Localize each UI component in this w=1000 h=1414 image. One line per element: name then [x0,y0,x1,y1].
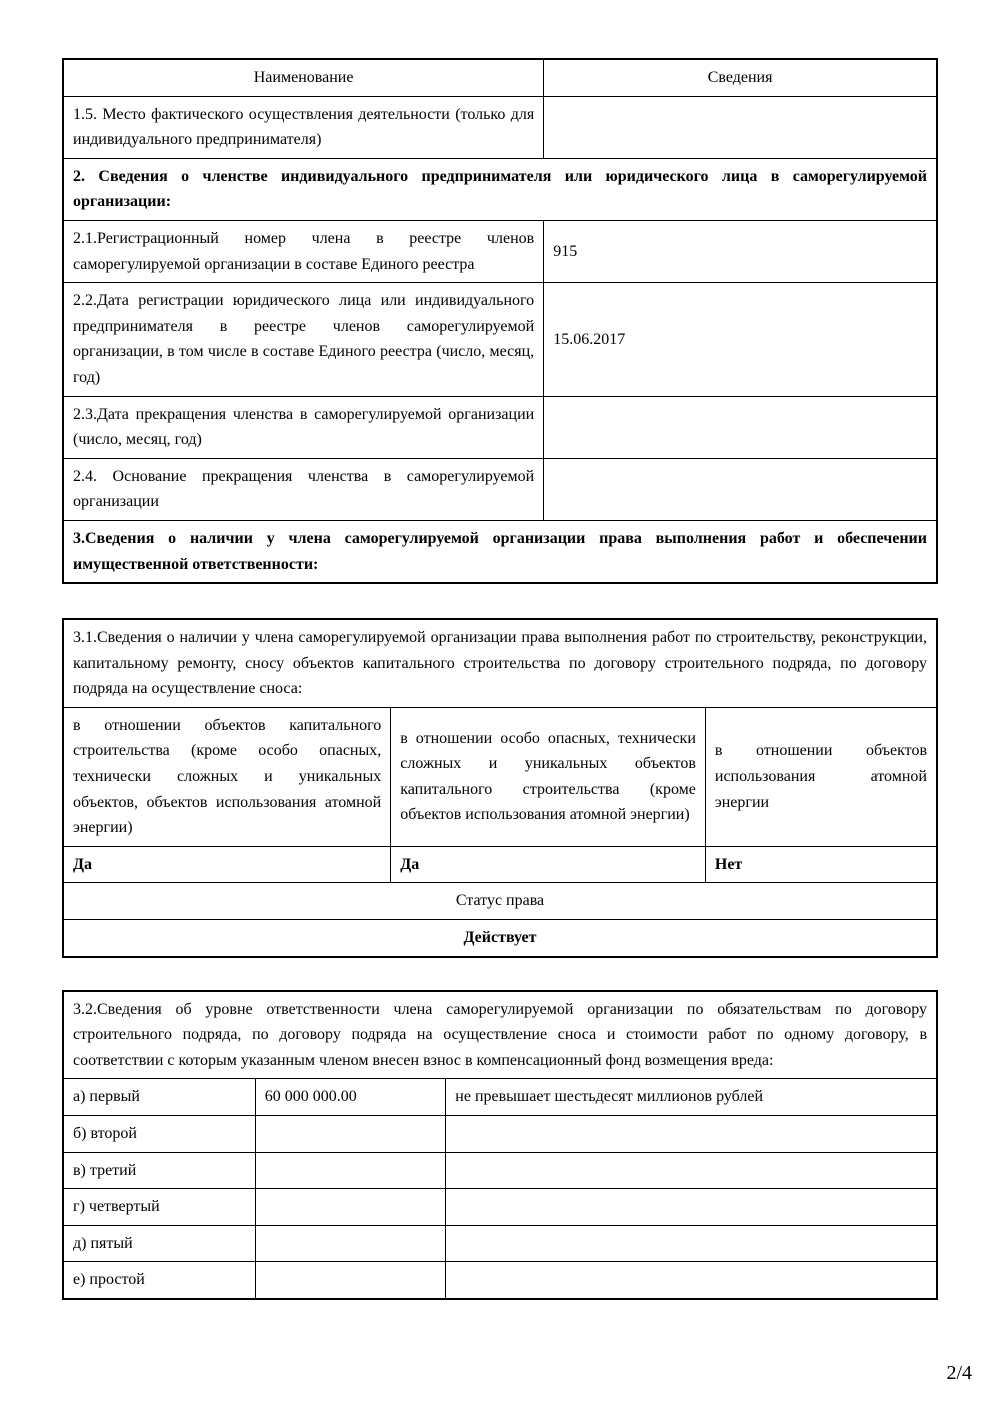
level-row [63,1225,937,1262]
section-3-title-row [63,520,937,583]
work-rights-value-general: Да [63,846,391,883]
row-2-1 [63,220,937,282]
level-amount [255,1262,446,1299]
column-header-info: Сведения [544,59,937,96]
row-2-2-label: 2.2.Дата регистрации юридического лица или индивидуального предпринимателя в реестре членов саморегулируемой организации, в том числе в составе Единого реестра (число, месяц, год) [63,283,544,396]
level-description [446,1262,937,1299]
section-3-title: 3.Сведения о наличии у члена саморегулируемой организации права выполнения работ и обеспечении имущественной ответственности: [63,520,937,583]
level-row [63,1079,937,1116]
row-1-5-label: 1.5. Место фактического осуществления деятельности (только для индивидуального предпринимателя) [63,96,544,158]
level-name: а) первый [63,1079,255,1116]
block-3-2-title-row [63,991,937,1079]
status-value: Действует [63,920,937,957]
level-description [446,1189,937,1226]
registry-info-table [62,58,938,584]
responsibility-levels-table [62,990,938,1300]
level-name: б) второй [63,1116,255,1153]
block-3-1-title: 3.1.Сведения о наличии у члена саморегулируемой организации права выполнения работ по строительству, реконструкции, капитальному ремонту, сносу объектов капитального строительства по договору строительного подряда, по договору подряда на осуществление сноса: [63,619,937,707]
section-2-title: 2. Сведения о членстве индивидуального предпринимателя или юридического лица в саморегулируемой организации: [63,158,937,220]
row-2-3 [63,396,937,458]
row-2-3-label: 2.3.Дата прекращения членства в саморегулируемой организации (число, месяц, год) [63,396,544,458]
section-2-title-row [63,158,937,220]
status-label: Статус права [63,883,937,920]
page-number: 2/4 [946,1362,972,1384]
work-rights-header-row [63,707,937,846]
level-amount: 60 000 000.00 [255,1079,446,1116]
level-description [446,1152,937,1189]
work-rights-col-general: в отношении объектов капитального строительства (кроме особо опасных, технически сложных и уникальных объектов, объектов использования атомной энергии) [63,707,391,846]
block-3-1-title-row [63,619,937,707]
level-amount [255,1152,446,1189]
level-name: г) четвертый [63,1189,255,1226]
level-row [63,1152,937,1189]
work-rights-value-nuclear: Нет [705,846,937,883]
row-2-1-label: 2.1.Регистрационный номер члена в реестре членов саморегулируемой организации в составе Единого реестра [63,220,544,282]
work-rights-values-row [63,846,937,883]
level-amount [255,1189,446,1226]
spacer [62,958,938,990]
spacer [62,584,938,618]
level-amount [255,1225,446,1262]
level-row [63,1189,937,1226]
level-amount [255,1116,446,1153]
row-2-3-value [544,396,937,458]
level-name: в) третий [63,1152,255,1189]
level-description [446,1225,937,1262]
column-header-name: Наименование [63,59,544,96]
table-header-row [63,59,937,96]
work-rights-value-hazardous: Да [391,846,706,883]
status-label-row [63,883,937,920]
row-2-2 [63,283,937,396]
row-1-5-value [544,96,937,158]
work-rights-col-nuclear: в отношении объектов использования атомной энергии [705,707,937,846]
level-row [63,1262,937,1299]
block-3-2-title: 3.2.Сведения об уровне ответственности члена саморегулируемой организации по обязательствам по договору строительного подряда, по договору подряда на осуществление сноса и стоимости работ по одному договору, в соответствии с которым указанным членом внесен взнос в компенсационный фонд возмещения вреда: [63,991,937,1079]
row-2-2-value: 15.06.2017 [544,283,937,396]
level-row [63,1116,937,1153]
row-1-5 [63,96,937,158]
row-2-4 [63,458,937,520]
row-2-1-value: 915 [544,220,937,282]
row-2-4-value [544,458,937,520]
level-description [446,1116,937,1153]
status-value-row [63,920,937,957]
work-rights-table [62,618,938,958]
level-description: не превышает шестьдесят миллионов рублей [446,1079,937,1116]
document-page [62,58,938,1300]
level-name: е) простой [63,1262,255,1299]
row-2-4-label: 2.4. Основание прекращения членства в саморегулируемой организации [63,458,544,520]
work-rights-col-hazardous: в отношении особо опасных, технически сложных и уникальных объектов капитального строительства (кроме объектов использования атомной энергии) [391,707,706,846]
level-name: д) пятый [63,1225,255,1262]
